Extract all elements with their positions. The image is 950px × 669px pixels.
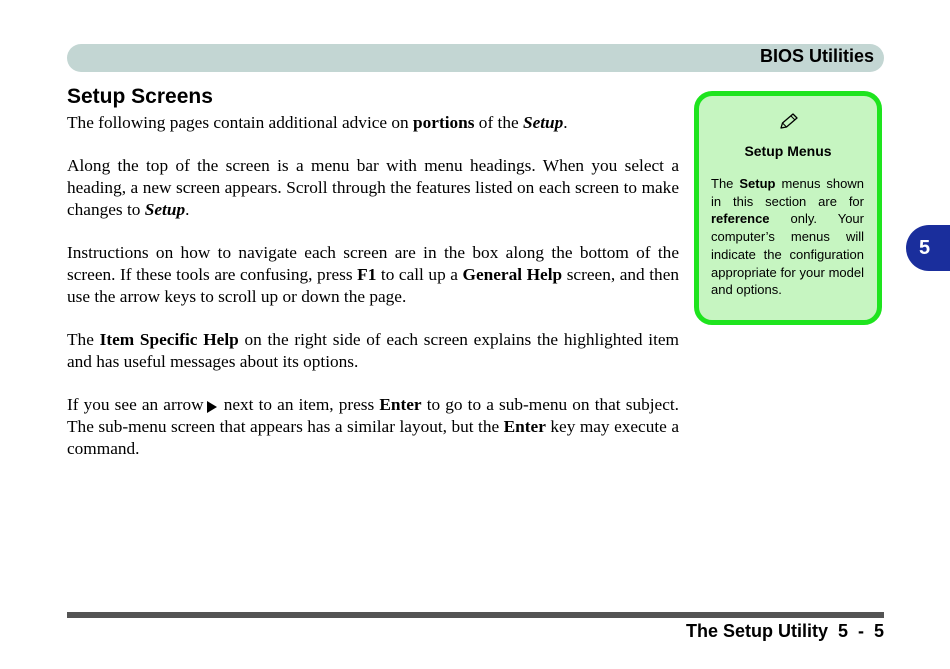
text-run: to call up a [376, 265, 463, 284]
text-run: menus shown in this section are for [711, 176, 864, 209]
bold-term: Setup [739, 176, 776, 191]
section-title: Setup Screens [67, 85, 213, 108]
text-run: next to an item, press [218, 395, 380, 414]
pencil-note-icon [778, 112, 800, 130]
text-run: to go to a sub-menu on that subject. The sub-menu screen that appears has a similar layout, but the [67, 395, 679, 436]
sidebar-title: Setup Menus [744, 143, 832, 159]
bold-term: Enter [503, 417, 546, 436]
text-run: of the [474, 113, 523, 132]
text-run: If you see an arrow [67, 395, 204, 414]
header-title: BIOS Utilities [759, 46, 874, 66]
text-run: The [711, 176, 740, 191]
text-run: . [563, 113, 568, 132]
paragraph-4 [67, 329, 679, 373]
sidebar-text [711, 175, 864, 299]
bold-term: portions [413, 113, 475, 132]
arrow-right-icon [207, 401, 217, 413]
text-run: . [185, 200, 190, 219]
text-run: on the right side of each screen explains the highlighted item and has useful messages about its options. [67, 330, 679, 371]
text-run: Instructions on how to navigate each screen are in the box along the bottom of the screen. If these tools are confusing, press [67, 243, 679, 284]
chapter-number: 5 [919, 237, 931, 259]
paragraph-5 [67, 394, 679, 460]
bold-term: Item Specific Help [99, 330, 239, 349]
bold-term: Enter [379, 395, 422, 414]
chapter-tab [906, 225, 950, 271]
paragraph-3 [67, 242, 679, 308]
bold-term: reference [711, 211, 770, 227]
paragraph-1 [67, 112, 679, 134]
text-run: only. Your computer’s menus will indicate the configuration appropriate for your model and options. [711, 211, 864, 298]
bold-italic-term: Setup [144, 200, 186, 219]
footer-rule [67, 612, 884, 618]
text-run: Along the top of the screen is a menu bar with menu headings. When you select a heading, a new screen appears. Scroll through the features listed on each screen to make changes to [67, 156, 679, 219]
text-run: The [67, 330, 100, 349]
paragraph-2 [67, 155, 679, 221]
text-run: The following pages contain additional advice on [67, 113, 414, 132]
footer-text: The Setup Utility 5 - 5 [685, 621, 884, 641]
bold-term: F1 [357, 265, 377, 284]
text-run: key may execute a command. [67, 417, 679, 458]
bold-italic-term: Setup [522, 113, 564, 132]
bold-term: General Help [462, 265, 563, 284]
text-run: screen, and then use the arrow keys to scroll up or down the page. [67, 265, 679, 306]
body-text [67, 112, 679, 481]
sidebar-note-box [694, 91, 882, 325]
